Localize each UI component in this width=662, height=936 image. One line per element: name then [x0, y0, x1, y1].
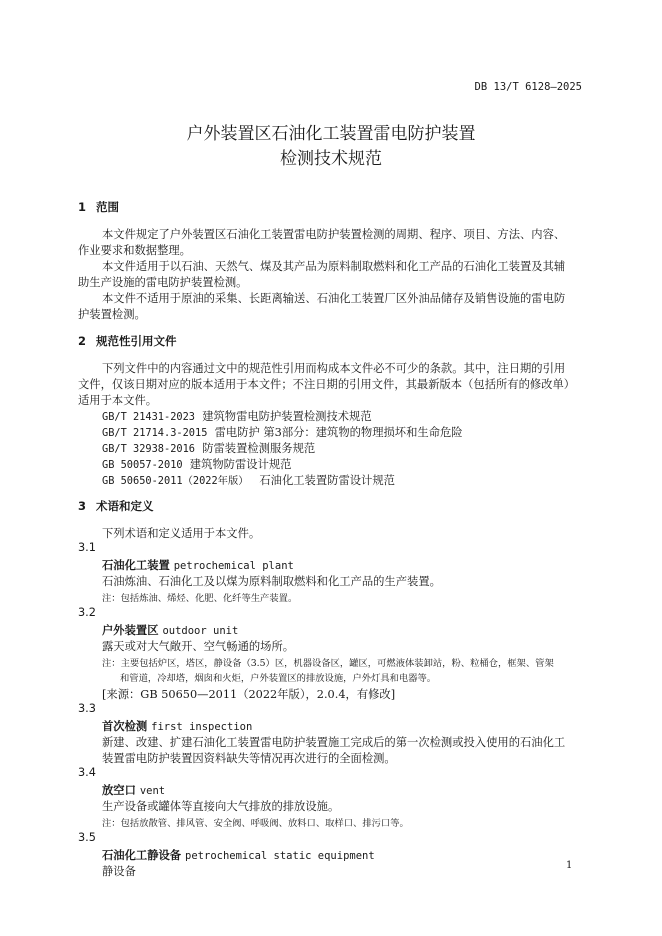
section-1-heading — [78, 199, 119, 215]
term-number: 3.1 — [78, 541, 96, 554]
term-en: petrochemical plant — [173, 560, 294, 572]
section-title: 范围 — [96, 200, 119, 214]
section-2-heading — [78, 333, 177, 349]
reference-code: GB 50650-2011（2022年版） — [102, 475, 249, 487]
reference-title: 雷电防护 第3部分：建筑物的物理损坏和生命危险 — [214, 426, 463, 439]
reference-code: GB/T 21431-2023 — [102, 411, 195, 423]
term-definition: 静设备 — [102, 865, 136, 878]
term-number: 3.2 — [78, 606, 96, 619]
paragraph-line: 文件，仅该日期对应的版本适用于本文件；不注日期的引用文件，其最新版本（包括所有的修改单） — [78, 378, 576, 391]
reference-title: 建筑物雷电防护装置检测技术规范 — [202, 410, 372, 423]
term-number: 3.3 — [78, 702, 96, 715]
reference-item — [102, 440, 315, 456]
reference-code: GB/T 32938-2016 — [102, 443, 195, 455]
term-en: outdoor unit — [162, 625, 239, 637]
term-heading — [102, 847, 375, 863]
paragraph-line: 下列术语和定义适用于本文件。 — [102, 527, 261, 540]
paragraph-line: 作业要求和数据整理。 — [78, 244, 191, 257]
term-number: 3.4 — [78, 766, 96, 779]
term-zh: 首次检测 — [102, 719, 148, 733]
section-title: 术语和定义 — [96, 499, 154, 513]
section-3-heading — [78, 498, 154, 514]
term-note: 注：包括炼油、烯烃、化肥、化纤等生产装置。 — [102, 593, 298, 604]
paragraph-line: 下列文件中的内容通过文中的规范性引用而构成本文件必不可少的条款。其中，注日期的引用 — [102, 362, 566, 375]
reference-title: 建筑物防雷设计规范 — [189, 458, 292, 471]
reference-item — [102, 408, 372, 424]
paragraph-line: 本文件不适用于原油的采集、长距离输送、石油化工装置厂区外油品储存及销售设施的雷电防 — [102, 292, 566, 305]
paragraph-line: 适用于本文件。 — [78, 394, 158, 407]
term-zh: 户外装置区 — [102, 623, 159, 637]
term-note: 和管道，冷却塔，烟囱和火炬，户外装置区的排放设施，户外灯具和电器等。 — [120, 673, 437, 684]
term-en: petrochemical static equipment — [185, 850, 375, 862]
term-en: first inspection — [151, 721, 253, 733]
term-definition: 装置雷电防护装置因资料缺失等情况再次进行的全面检测。 — [102, 752, 396, 765]
term-definition: 生产设备或罐体等直接向大气排放的排放设施。 — [102, 800, 340, 813]
term-heading — [102, 782, 165, 798]
term-zh: 石油化工装置 — [102, 558, 170, 572]
section-number: 3 — [78, 499, 87, 513]
section-title: 规范性引用文件 — [96, 334, 177, 348]
section-number: 2 — [78, 334, 87, 348]
page-number: 1 — [566, 860, 573, 871]
term-number: 3.5 — [78, 831, 96, 844]
term-definition: 露天或对大气敞开、空气畅通的场所。 — [102, 640, 295, 653]
term-heading — [102, 557, 294, 573]
reference-title: 防雷装置检测服务规范 — [202, 442, 316, 455]
paragraph-line: 本文件适用于以石油、天然气、煤及其产品为原料制取燃料和化工产品的石油化工装置及其辅 — [102, 260, 566, 273]
document-title-line-1: 户外装置区石油化工装置雷电防护装置 — [186, 124, 476, 144]
term-definition: 新建、改建、扩建石油化工装置雷电防护装置施工完成后的第一次检测或投入使用的石油化工 — [102, 736, 566, 749]
term-heading — [102, 718, 252, 734]
term-en: vent — [139, 785, 166, 797]
reference-item — [102, 472, 395, 488]
section-number: 1 — [78, 200, 87, 214]
term-zh: 石油化工静设备 — [102, 848, 182, 862]
term-zh: 放空口 — [102, 783, 136, 797]
term-heading — [102, 622, 238, 638]
reference-title: 石油化工装置防雷设计规范 — [259, 474, 395, 487]
reference-item — [102, 424, 463, 440]
reference-code: GB 50057-2010 — [102, 459, 183, 471]
term-note: 注：主要包括炉区，塔区，静设备（3.5）区，机器设备区，罐区，可燃液体装卸站，粉、粒桶仓，框架、管架 — [102, 658, 554, 669]
paragraph-line: 本文件规定了户外装置区石油化工装置雷电防护装置检测的周期、程序、项目、方法、内容、 — [102, 228, 566, 241]
term-note: 注：包括放散管、排风管、安全阀、呼吸阀、放料口、取样口、排污口等。 — [102, 818, 409, 829]
reference-code: GB/T 21714.3-2015 — [102, 427, 208, 439]
document-title-line-2: 检测技术规范 — [280, 149, 382, 169]
paragraph-line: 护装置检测。 — [78, 308, 146, 321]
paragraph-line: 助生产设施的雷电防护装置检测。 — [78, 276, 248, 289]
term-definition: 石油炼油、石油化工及以煤为原料制取燃料和化工产品的生产装置。 — [102, 575, 441, 588]
standard-code: DB 13/T 6128—2025 — [474, 81, 582, 93]
term-source: [来源：GB 50650—2011（2022年版），2.0.4，有修改] — [102, 688, 396, 701]
reference-item — [102, 456, 291, 472]
